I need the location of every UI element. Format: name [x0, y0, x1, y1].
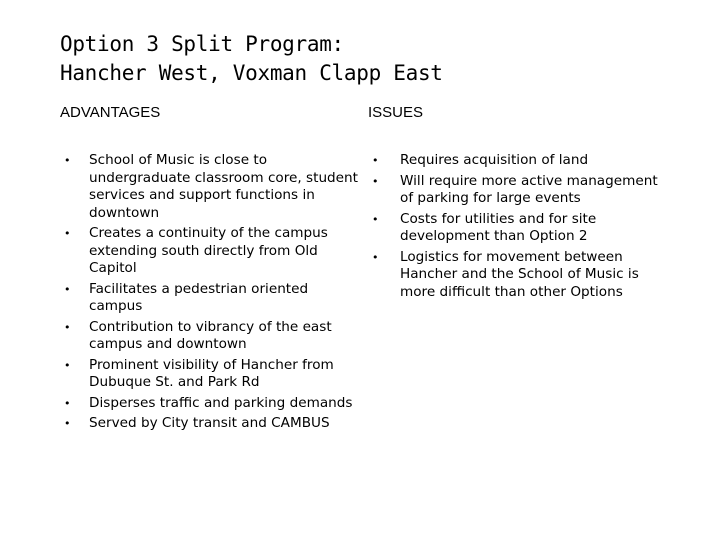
issues-list	[368, 152, 668, 301]
title-line-2: Hancher West, Voxman Clapp East	[60, 61, 443, 85]
list-item	[60, 225, 360, 278]
bullet-icon: •	[64, 154, 71, 167]
bullet-icon: •	[64, 282, 71, 296]
list-item	[60, 319, 360, 354]
bullet-icon: •	[64, 320, 71, 334]
bullet-icon: •	[64, 227, 71, 240]
slide-title	[60, 30, 443, 88]
list-item	[368, 211, 668, 246]
list-item-text: Will require more active management of parking for large events	[400, 172, 658, 206]
list-item	[60, 152, 360, 222]
list-item-text: Disperses traffic and parking demands	[89, 394, 353, 411]
advantages-list	[60, 152, 360, 433]
bullet-icon: •	[64, 417, 71, 430]
list-item-text: Costs for utilities and for site development than Option 2	[400, 210, 597, 244]
list-item-text: Served by City transit and CAMBUS	[89, 415, 330, 431]
bullet-icon: •	[372, 212, 379, 226]
bullet-icon: •	[64, 396, 71, 410]
list-item-text: Prominent visibility of Hancher from Dubuque St. and Park Rd	[89, 356, 334, 390]
list-item-text: School of Music is close to undergraduate classroom core, student services and support functions in downtown	[89, 152, 358, 221]
list-item-text: Contribution to vibrancy of the east campus and downtown	[89, 318, 332, 352]
bullet-icon: •	[64, 358, 71, 372]
list-item-text: Requires acquisition of land	[400, 152, 589, 168]
list-item-text: Logistics for movement between Hancher and the School of Music is more difficult than other Options	[400, 248, 639, 300]
list-item	[368, 152, 668, 170]
advantages-column	[60, 104, 360, 436]
list-item	[60, 395, 360, 413]
list-item-text: Creates a continuity of the campus extending south directly from Old Capitol	[89, 225, 328, 276]
bullet-icon: •	[372, 250, 379, 264]
advantages-header: ADVANTAGES	[60, 104, 161, 121]
list-item	[60, 357, 360, 392]
list-item	[368, 173, 668, 208]
issues-header: ISSUES	[368, 104, 424, 121]
list-item	[60, 415, 360, 433]
issues-column	[368, 104, 668, 304]
title-line-1: Option 3 Split Program:	[60, 32, 344, 56]
bullet-icon: •	[372, 154, 379, 167]
list-item-text: Facilitates a pedestrian oriented campus	[89, 280, 309, 314]
list-item	[368, 249, 668, 302]
list-item	[60, 281, 360, 316]
bullet-icon: •	[372, 174, 379, 188]
